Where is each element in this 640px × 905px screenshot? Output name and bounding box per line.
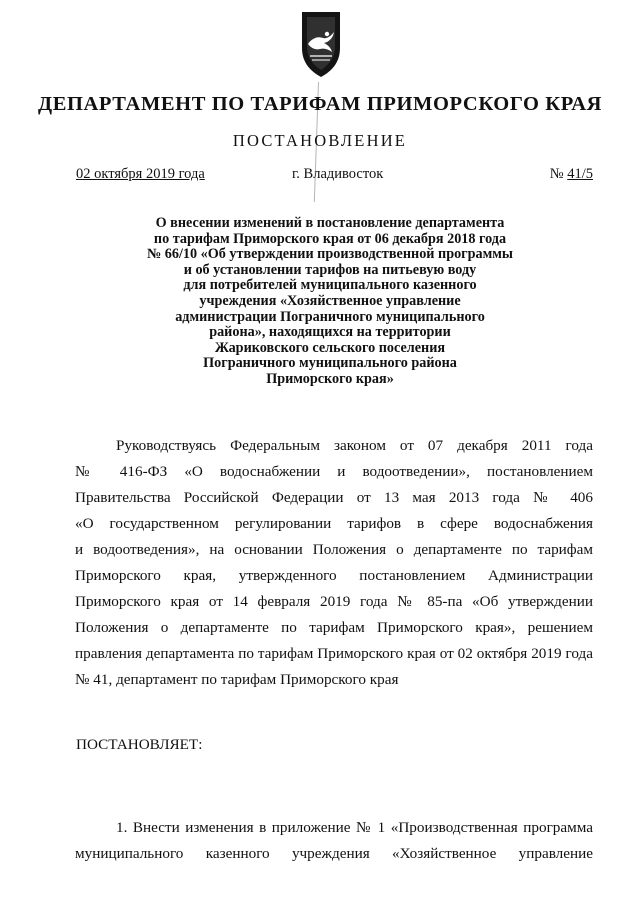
preamble-line: и водоотведения», на основании Положения о департаменте по тарифам bbox=[75, 541, 593, 558]
document-city: г. Владивосток bbox=[292, 166, 384, 182]
subject-line: администрации Пограничного муниципального bbox=[175, 308, 485, 325]
resolves-heading: ПОСТАНОВЛЯЕТ: bbox=[76, 736, 203, 753]
item-1-line: муниципального казенного учреждения «Хозяйственное управление bbox=[75, 845, 593, 862]
preamble-line: Руководствуясь Федеральным законом от 07 декабря 2011 года bbox=[116, 437, 593, 454]
document-date: 02 октября 2019 года bbox=[76, 166, 205, 182]
number-prefix: № bbox=[549, 166, 568, 182]
preamble-line: «О государственном регулировании тарифов в сфере водоснабжения bbox=[75, 515, 593, 532]
subject-line: № 66/10 «Об утверждении производственной программы bbox=[146, 246, 514, 263]
preamble-line: Правительства Российской Федерации от 13 мая 2013 года № 406 bbox=[75, 489, 593, 506]
subject-line: района», находящихся на территории bbox=[209, 324, 451, 341]
number-value: 41/5 bbox=[567, 166, 593, 182]
subject-line: учреждения «Хозяйственное управление bbox=[199, 292, 461, 309]
preamble-line: № 41, департамент по тарифам Приморского края bbox=[75, 671, 399, 688]
preamble-line: Приморского края от 14 февраля 2019 года № 85-па «Об утверждении bbox=[75, 593, 593, 610]
preamble-line: Положения о департаменте по тарифам Приморского края», решением bbox=[75, 619, 593, 636]
document-type: ПОСТАНОВЛЕНИЕ bbox=[232, 131, 408, 150]
subject-line: по тарифам Приморского края от 06 декабря 2018 года bbox=[153, 230, 507, 247]
document-number bbox=[550, 166, 593, 183]
subject-line: Жариковского сельского поселения bbox=[214, 339, 446, 356]
subject-line: для потребителей муниципального казенного bbox=[183, 277, 477, 294]
item-1-line: 1. Внести изменения в приложение № 1 «Производственная программа bbox=[116, 819, 593, 836]
department-title: ДЕПАРТАМЕНТ ПО ТАРИФАМ ПРИМОРСКОГО КРАЯ bbox=[37, 93, 603, 115]
coat-of-arms-emblem bbox=[298, 8, 344, 80]
subject-line: Пограничного муниципального района bbox=[203, 355, 457, 372]
preamble-line: № 416-ФЗ «О водоснабжении и водоотведении», постановлением bbox=[75, 463, 593, 480]
subject-line: О внесении изменений в постановление департамента bbox=[155, 215, 505, 231]
preamble-line: Приморского края, утвержденного постановлением Администрации bbox=[75, 567, 593, 584]
preamble-line: правления департамента по тарифам Приморского края от 02 октября 2019 года bbox=[75, 645, 593, 662]
subject-block bbox=[140, 216, 520, 388]
subject-line: и об установлении тарифов на питьевую воду bbox=[183, 261, 477, 278]
subject-line: Приморского края» bbox=[266, 370, 394, 387]
